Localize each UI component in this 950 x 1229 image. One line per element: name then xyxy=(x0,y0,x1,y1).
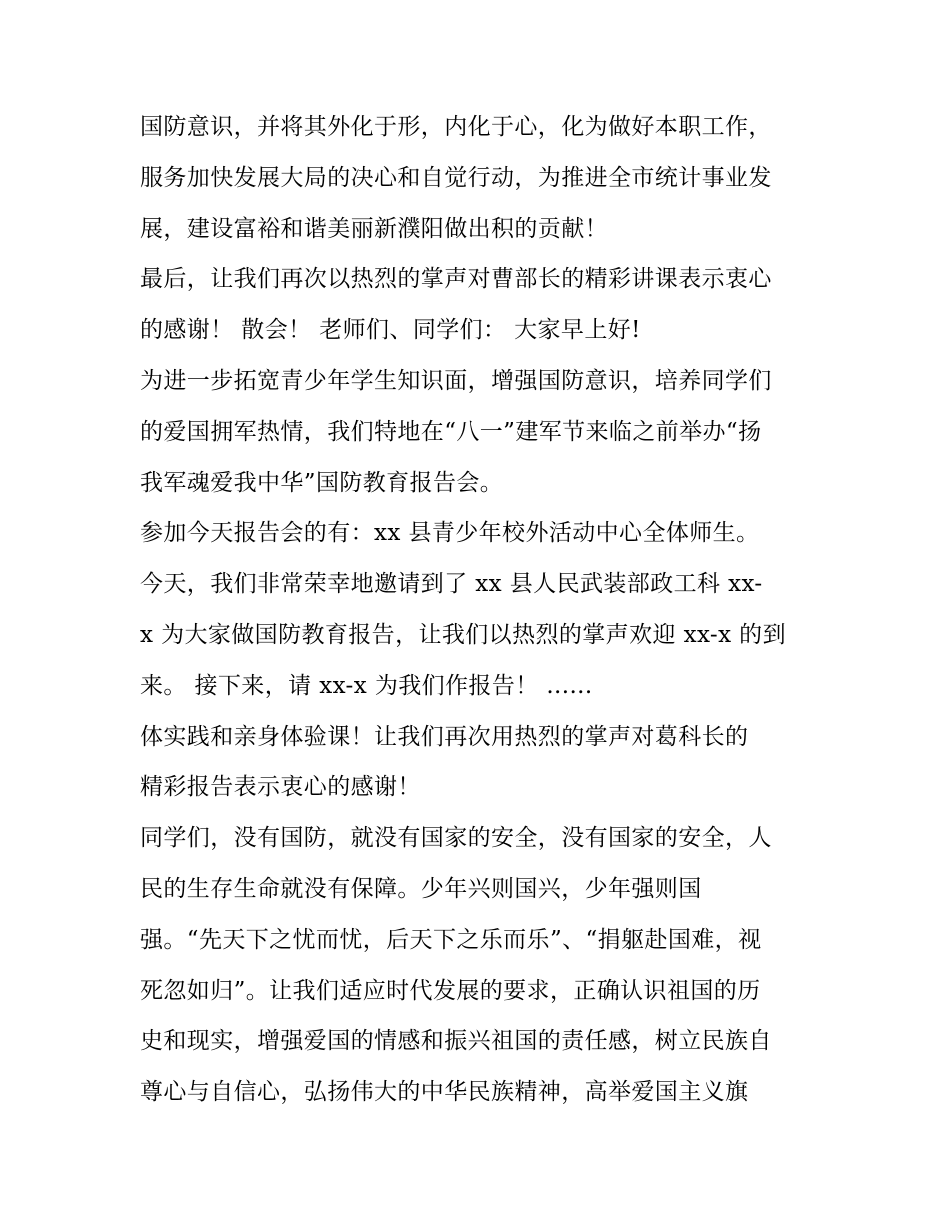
text-line-15: 同学们，没有国防，就没有国家的安全，没有国家的安全，人 xyxy=(140,825,772,852)
text-line-11: x 为大家做国防教育报告，让我们以热烈的掌声欢迎 xx-x 的到 xyxy=(140,621,786,648)
text-line-2: 服务加快发展大局的决心和自觉行动，为推进全市统计事业发 xyxy=(140,164,772,191)
text-line-16: 民的生存生命就没有保障。少年兴则国兴，少年强则国 xyxy=(140,875,702,902)
text-line-19: 史和现实，增强爱国的情感和振兴祖国的责任感，树立民族自 xyxy=(140,1028,772,1055)
text-line-20: 尊心与自信心，弘扬伟大的中华民族精神，高举爱国主义旗 xyxy=(140,1079,749,1106)
text-line-7: 的爱国拥军热情，我们特地在“八一”建军节来临之前举办“扬 xyxy=(140,418,762,445)
text-line-9: 参加今天报告会的有：xx 县青少年校外活动中心全体师生。 xyxy=(140,520,760,547)
text-line-18: 死忽如归”。让我们适应时代发展的要求，正确认识祖国的历 xyxy=(140,977,761,1004)
text-line-6: 为进一步拓宽青少年学生知识面，增强国防意识，培养同学们 xyxy=(140,367,772,394)
text-line-3: 展，建设富裕和谐美丽新濮阳做出积的贡献！ xyxy=(140,215,608,242)
text-line-5: 的感谢！ 散会！ 老师们、同学们： 大家早上好! xyxy=(140,317,641,344)
text-line-13: 体实践和亲身体验课！让我们再次用热烈的掌声对葛科长的 xyxy=(140,723,749,750)
text-line-17: 强。“先天下之忧而忧，后天下之乐而乐”、“捐躯赴国难，视 xyxy=(140,926,762,953)
text-line-1: 国防意识，并将其外化于形，内化于心，化为做好本职工作， xyxy=(140,114,772,140)
document-body xyxy=(140,102,820,1118)
text-line-10: 今天，我们非常荣幸地邀请到了 xx 县人民武装部政工科 xx- xyxy=(140,571,763,598)
text-line-14: 精彩报告表示衷心的感谢！ xyxy=(140,774,421,801)
text-line-4: 最后，让我们再次以热烈的掌声对曹部长的精彩讲课表示衷心 xyxy=(140,266,772,293)
text-line-12: 来。 接下来，请 xx-x 为我们作报告！ ...... xyxy=(140,672,593,699)
text-line-8: 我军魂爱我中华”国防教育报告会。 xyxy=(140,469,504,496)
